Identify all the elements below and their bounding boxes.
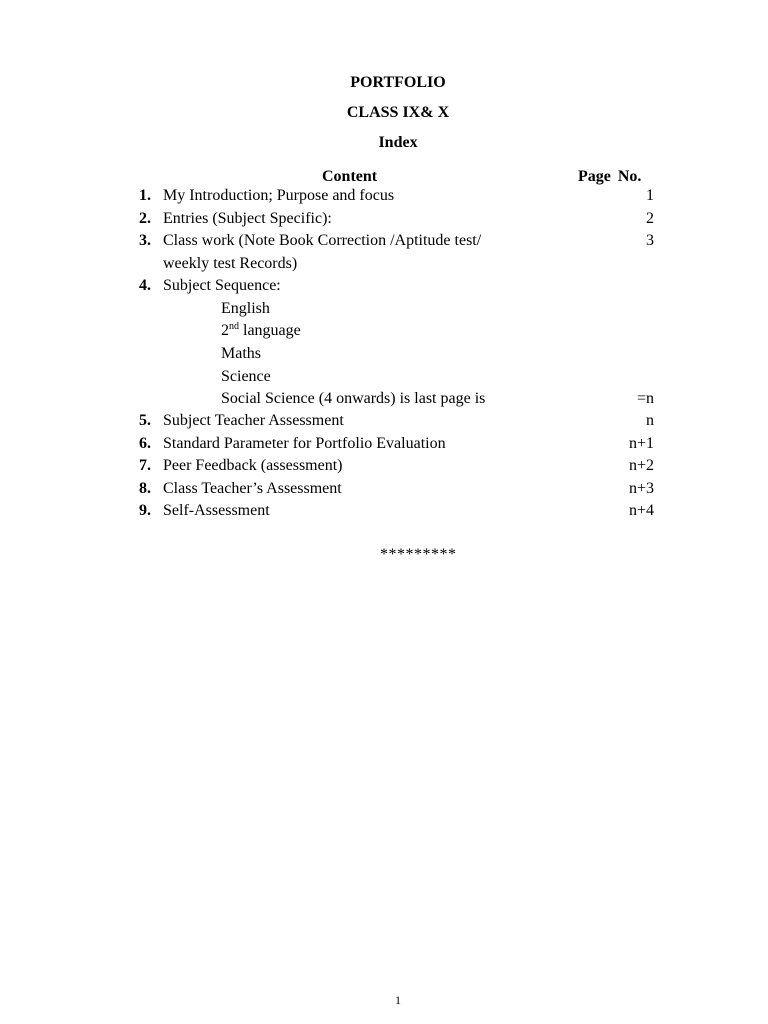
entry-number: 3. [139, 232, 151, 249]
entry-text: Class Teacher’s Assessment [163, 480, 342, 497]
subject-ordinal: 2 [221, 322, 229, 339]
entry-text: Subject Teacher Assessment [163, 412, 344, 429]
index-entry-7 [0, 456, 768, 478]
entry-text: Entries (Subject Specific): [163, 210, 332, 227]
index-entry-5 [0, 411, 768, 433]
subject-maths [0, 344, 768, 366]
page-number: 1 [395, 993, 401, 1007]
index-entry-3-continued [0, 254, 768, 276]
document-title: PORTFOLIO [350, 74, 446, 91]
content-column-header: Content [322, 168, 378, 185]
index-entry-2 [0, 209, 768, 231]
subject-social-science [0, 389, 768, 411]
page-column-header: Page No. [578, 168, 642, 185]
entry-number: 2. [139, 210, 151, 227]
index-entry-9 [0, 501, 768, 523]
entry-page: n+1 [628, 435, 654, 452]
subject-label: Maths [221, 345, 261, 362]
entry-page: n+2 [628, 457, 654, 474]
subject-label [221, 321, 301, 341]
subject-label: Science [221, 368, 271, 385]
entry-page: =n [636, 390, 654, 407]
entry-text: Subject Sequence: [163, 277, 281, 294]
subject-second-language [0, 321, 768, 343]
entry-number: 4. [139, 277, 151, 294]
entry-number: 9. [139, 502, 151, 519]
entry-page: n [646, 412, 654, 429]
index-entry-4 [0, 276, 768, 298]
document-subtitle: CLASS IX& X [346, 104, 450, 121]
entry-number: 6. [139, 435, 151, 452]
subject-english [0, 299, 768, 321]
entry-text: Class work (Note Book Correction /Aptitude test/ [163, 232, 482, 249]
entry-page: n+4 [628, 502, 654, 519]
index-entry-3 [0, 231, 768, 253]
entry-page: n+3 [628, 480, 654, 497]
entry-text: My Introduction; Purpose and focus [163, 187, 395, 204]
entry-number: 7. [139, 457, 151, 474]
entry-number: 5. [139, 412, 151, 429]
entry-page: 3 [646, 232, 654, 249]
entry-page: 2 [646, 210, 654, 227]
entry-text: Standard Parameter for Portfolio Evaluation [163, 435, 446, 452]
entry-number: 8. [139, 480, 151, 497]
entry-number: 1. [139, 187, 151, 204]
index-entry-1 [0, 186, 768, 208]
subject-label: English [221, 300, 270, 317]
subject-science [0, 367, 768, 389]
index-heading: Index [378, 134, 418, 151]
entry-text: Self-Assessment [163, 502, 270, 519]
subject-label-rest: language [239, 322, 301, 339]
index-entry-8 [0, 479, 768, 501]
entry-text: Peer Feedback (assessment) [163, 457, 343, 474]
entry-page: 1 [646, 187, 654, 204]
index-entry-6 [0, 434, 768, 456]
ordinal-suffix: nd [229, 321, 239, 332]
section-separator: ********* [380, 546, 457, 563]
subject-label: Social Science (4 onwards) is last page is [221, 390, 486, 407]
entry-text: weekly test Records) [163, 255, 298, 272]
